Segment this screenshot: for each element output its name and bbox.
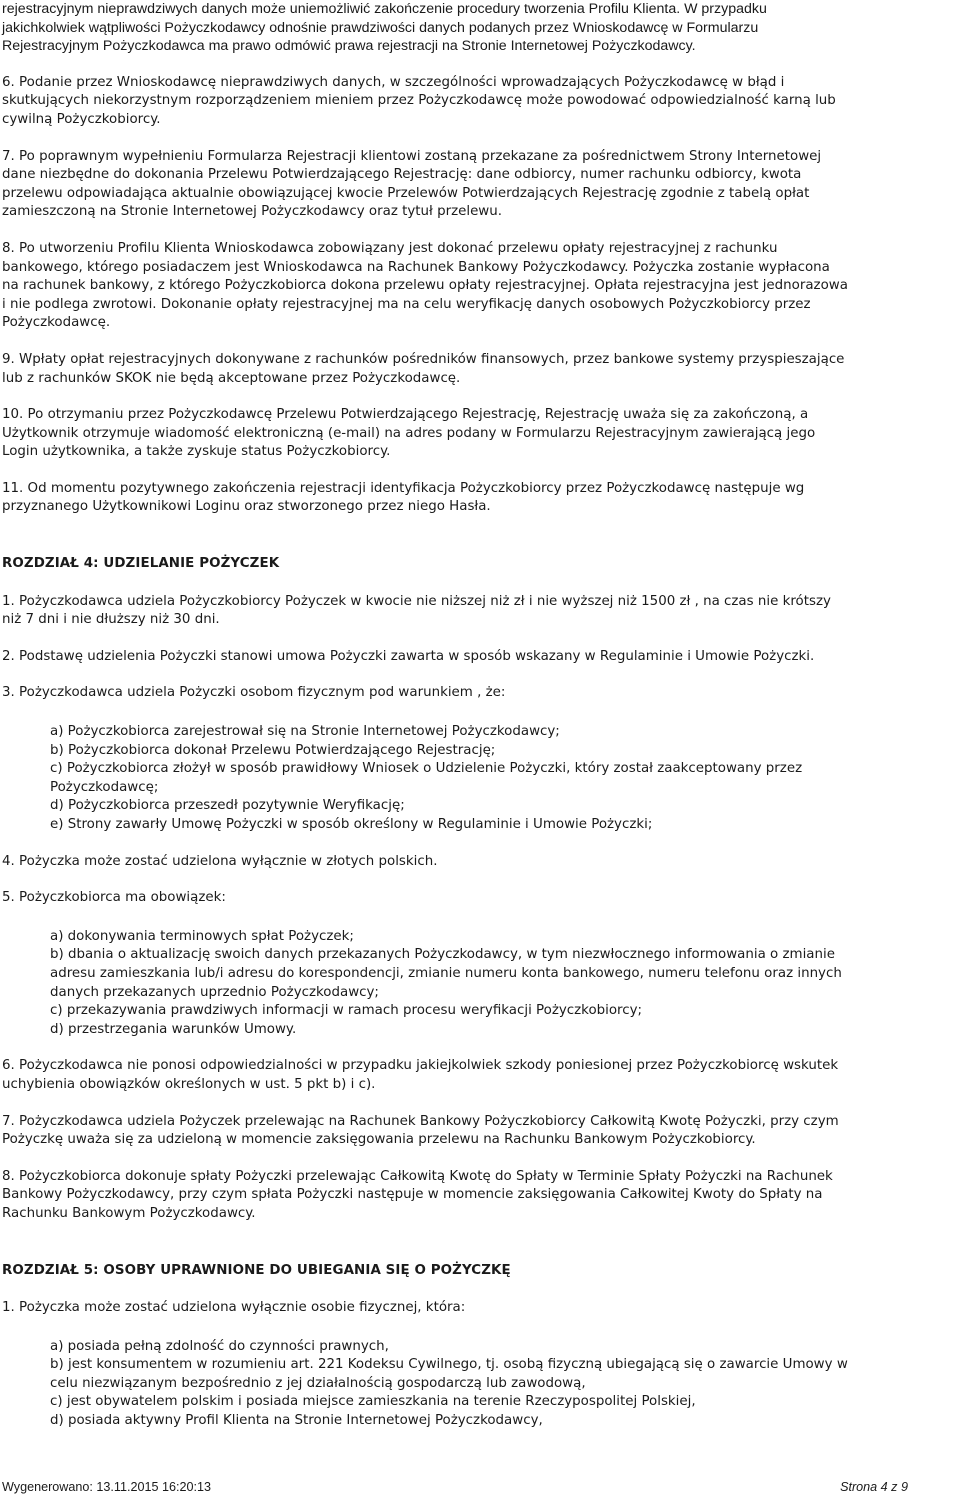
- paragraph-11: [2, 480, 958, 517]
- text-line: i nie podlega zwrotowi. Dokonanie opłaty rejestracyjnej ma na celu weryfikację danych osobowych Pożyczkobiorcy przez: [2, 296, 811, 312]
- text-line: Pożyczkę uważa się za udzieloną w momencie zaksięgowania przelewu na Rachunku Bankowym Pożyczkobiorcy.: [2, 1132, 756, 1148]
- text-line: zamieszczoną na Stronie Internetowej Pożyczkodawcy oraz tytuł przelewu.: [2, 204, 503, 220]
- ch5-eligibility-list: [50, 1338, 958, 1431]
- text-line: dane niezbędne do dokonania Przelewu Potwierdzającego Rejestrację: dane odbiorcy, numer rachunku odbiorcy, kwota: [2, 167, 802, 183]
- paragraph-10: [2, 406, 958, 462]
- text-line: Rachunku Bankowym Pożyczkodawcy.: [2, 1205, 256, 1221]
- list-item: celu niezwiązanym bezpośrednio z jej działalnością gospodarczą lub zawodową,: [50, 1375, 586, 1391]
- text-line: skutkujących niekorzystnym rozporządzeniem mieniem przez Pożyczkodawcę może powodować odpowiedzialność karną lub: [2, 93, 836, 109]
- ch4-conditions-list: [50, 723, 958, 835]
- paragraph-7: [2, 148, 958, 222]
- text-line: 10. Po otrzymaniu przez Pożyczkodawcę Przelewu Potwierdzającego Rejestrację, Rejestrację uważa się za zakończoną, a: [2, 407, 809, 423]
- ch4-paragraph-2: [2, 648, 958, 667]
- list-item: c) Pożyczkobiorca złożył w sposób prawidłowy Wniosek o Udzielenie Pożyczki, który został zaakceptowany przez: [50, 761, 803, 777]
- text-line: przelewu odpowiadająca aktualnie obowiązującej kwocie Przelewów Potwierdzających Rejestrację zgodnie z tabelą opłat: [2, 185, 810, 201]
- text-line: Bankowy Pożyczkodawcy, przy czym spłata Pożyczki następuje w momencie zaksięgowania Całkowitej Kwoty do Spłaty na: [2, 1187, 823, 1203]
- list-item: a) posiada pełną zdolność do czynności prawnych,: [50, 1338, 389, 1354]
- text-line: 1. Pożyczkodawca udziela Pożyczkobiorcy Pożyczek w kwocie nie niższej niż zł i nie wyższej niż 1500 zł , na czas nie krótszy: [2, 593, 831, 609]
- paragraph-8: [2, 240, 958, 333]
- text-line: 11. Od momentu pozytywnego zakończenia rejestracji identyfikacja Pożyczkobiorcy przez Pożyczkodawcę następuje wg: [2, 480, 805, 496]
- ch4-paragraph-3: 3. Pożyczkodawca udziela Pożyczki osobom fizycznym pod warunkiem , że:: [2, 685, 506, 701]
- list-item: a) dokonywania terminowych spłat Pożyczek;: [50, 928, 354, 944]
- page-number: Strona 4 z 9: [840, 1480, 908, 1494]
- text-line: 6. Podanie przez Wnioskodawcę nieprawdziwych danych, w szczególności wprowadzających Pożyczkodawcę w błąd i: [2, 74, 785, 90]
- list-item: Pożyczkodawcę;: [50, 779, 159, 795]
- text-line: jakichkolwiek wątpliwości Pożyczkodawcy odnośnie prawdziwości danych podanych przez Wnioskodawcę w Formularzu: [2, 19, 759, 36]
- list-item: b) Pożyczkobiorca dokonał Przelewu Potwierdzającego Rejestrację;: [50, 742, 496, 758]
- text-line: 9. Wpłaty opłat rejestracyjnych dokonywane z rachunków pośredników finansowych, przez bankowe systemy przyspieszające: [2, 351, 845, 367]
- text-line: Pożyczkodawcę.: [2, 315, 111, 331]
- list-item: d) posiada aktywny Profil Klienta na Stronie Internetowej Pożyczkodawcy,: [50, 1413, 543, 1429]
- text-line: niż 7 dni i nie dłuższy niż 30 dni.: [2, 612, 220, 628]
- ch4-paragraph-8: [2, 1168, 958, 1224]
- ch4-paragraph-7: [2, 1113, 958, 1150]
- list-item: d) Pożyczkobiorca przeszedł pozytywnie Weryfikację;: [50, 798, 405, 814]
- ch4-paragraph-1: [2, 593, 958, 630]
- ch4-paragraph-6: [2, 1057, 958, 1094]
- text-line: bankowego, którego posiadaczem jest Wnioskodawca na Rachunek Bankowy Pożyczkodawcy. Pożyczka zostanie wypłacona: [2, 259, 830, 275]
- ch4-obligations-list: [50, 928, 958, 1040]
- text-line: 7. Pożyczkodawca udziela Pożyczek przelewając na Rachunek Bankowy Pożyczkobiorcy Całkowitą Kwotę Pożyczki, przy czym: [2, 1113, 839, 1129]
- text-line: 4. Pożyczka może zostać udzielona wyłącznie w złotych polskich.: [2, 853, 438, 869]
- generated-timestamp: Wygenerowano: 13.11.2015 16:20:13: [2, 1480, 212, 1494]
- list-item: c) jest obywatelem polskim i posiada miejsce zamieszkania na terenie Rzeczypospolitej Polskiej,: [50, 1394, 696, 1410]
- text-line: 2. Podstawę udzielenia Pożyczki stanowi umowa Pożyczki zawarta w sposób wskazany w Regulaminie i Umowie Pożyczki.: [2, 648, 815, 664]
- text-line: lub z rachunków SKOK nie będą akceptowane przez Pożyczkodawcę.: [2, 370, 461, 386]
- text-line: Rejestracyjnym Pożyczkodawca ma prawo odmówić prawa rejestracji na Stronie Internetowej Pożyczkodawcy.: [2, 38, 696, 55]
- text-line: 7. Po poprawnym wypełnieniu Formularza Rejestracji klientowi zostaną przekazane za pośrednictwem Strony Internetowej: [2, 148, 822, 164]
- text-line: przyznanego Użytkownikowi Loginu oraz stworzonego przez niego Hasła.: [2, 499, 491, 515]
- text-line: cywilną Pożyczkobiorcy.: [2, 111, 161, 127]
- text-line: Login użytkownika, a także zyskuje status Pożyczkobiorcy.: [2, 444, 391, 460]
- list-item: adresu zamieszkania lub/i adresu do korespondencji, zmianie numeru konta bankowego, numeru telefonu oraz innych: [50, 965, 842, 981]
- paragraph-6: [2, 74, 958, 130]
- intro-paragraph: [2, 0, 958, 56]
- text-line: Użytkownik otrzymuje wiadomość elektroniczną (e-mail) na adres podany w Formularzu Rejestracyjnym zawierającą jego: [2, 425, 816, 441]
- list-item: c) przekazywania prawdziwych informacji w ramach procesu weryfikacji Pożyczkobiorcy;: [50, 1003, 643, 1019]
- list-item: b) jest konsumentem w rozumieniu art. 221 Kodeksu Cywilnego, tj. osobą fizyczną ubiegającą się o zawarcie Umowy w: [50, 1357, 848, 1373]
- list-item: e) Strony zawarły Umowę Pożyczki w sposób określony w Regulaminie i Umowie Pożyczki;: [50, 817, 653, 832]
- text-line: 8. Po utworzeniu Profilu Klienta Wnioskodawca zobowiązany jest dokonać przelewu opłaty rejestracyjnej z rachunku: [2, 240, 778, 256]
- list-item: danych przekazanych uprzednio Pożyczkodawcy;: [50, 984, 379, 1000]
- page-footer: [2, 1478, 908, 1497]
- ch4-paragraph-5: 5. Pożyczkobiorca ma obowiązek:: [2, 890, 226, 906]
- chapter-4-heading: ROZDZIAŁ 4: UDZIELANIE POŻYCZEK: [2, 556, 280, 572]
- text-line: 8. Pożyczkobiorca dokonuje spłaty Pożyczki przelewając Całkowitą Kwotę do Spłaty w Terminie Spłaty Pożyczki na Rachunek: [2, 1168, 833, 1184]
- text-line: uchybienia obowiązków określonych w ust. 5 pkt b) i c).: [2, 1076, 376, 1092]
- chapter-5-heading: ROZDZIAŁ 5: OSOBY UPRAWNIONE DO UBIEGANIA SIĘ O POŻYCZKĘ: [2, 1262, 511, 1278]
- ch5-paragraph-1: 1. Pożyczka może zostać udzielona wyłącznie osobie fizycznej, która:: [2, 1300, 466, 1316]
- ch4-paragraph-4: [2, 853, 958, 872]
- list-item: d) przestrzegania warunków Umowy.: [50, 1021, 297, 1037]
- list-item: b) dbania o aktualizację swoich danych przekazanych Pożyczkodawcy, w tym niezwłocznego informowania o zmianie: [50, 947, 835, 963]
- list-item: a) Pożyczkobiorca zarejestrował się na Stronie Internetowej Pożyczkodawcy;: [50, 724, 560, 740]
- paragraph-9: [2, 351, 958, 388]
- text-line: 6. Pożyczkodawca nie ponosi odpowiedzialności w przypadku jakiejkolwiek szkody poniesionej przez Pożyczkobiorcę wskutek: [2, 1058, 839, 1074]
- text-line: rejestracyjnym nieprawdziwych danych może uniemożliwić zakończenie procedury tworzenia Profilu Klienta. W przypadku: [2, 1, 767, 17]
- text-line: na rachunek bankowy, z którego Pożyczkobiorca dokona przelewu opłaty rejestracyjnej. Opłata rejestracyjna jest jednorazowa: [2, 278, 848, 294]
